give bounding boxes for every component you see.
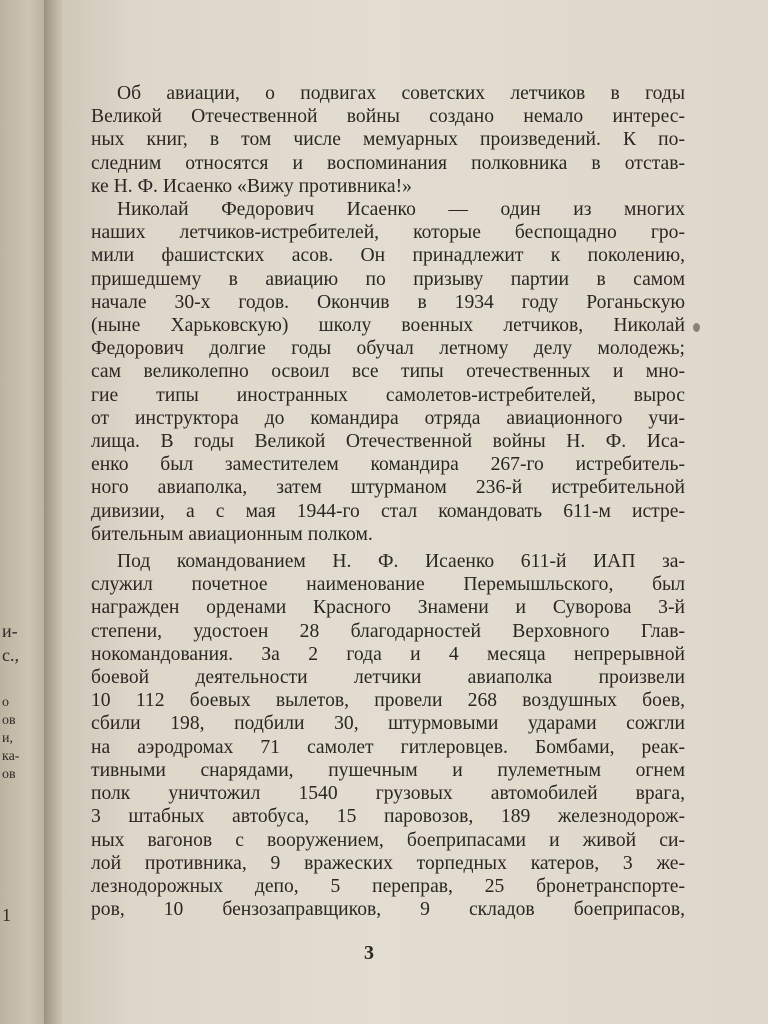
paragraph xyxy=(91,82,685,198)
left-page-fragment: и- xyxy=(2,621,18,641)
left-page-fragment: с., xyxy=(2,645,19,665)
text-line: пришедшему в авиацию по призыву партии в самом xyxy=(91,268,685,290)
text-line: Великой Отечественной войны создано немало интерес- xyxy=(91,106,685,128)
text-line: лища. В годы Великой Отечественной войны Н. Ф. Иса- xyxy=(91,431,685,453)
text-line: Федорович долгие годы обучал летному делу молодежь; xyxy=(91,338,685,360)
left-page-fragment: ка- xyxy=(2,749,20,764)
text-line: сбили 198, подбили 30, штурмовыми ударами сожгли xyxy=(91,713,685,735)
text-line: наших летчиков-истребителей, которые беспощадно гро- xyxy=(91,222,685,244)
text-line: бительным авиационным полком. xyxy=(91,523,373,545)
text-line: сам великолепно освоил все типы отечественных и мно- xyxy=(91,361,685,383)
left-page-fragment: и, xyxy=(2,731,13,746)
text-line: 10 112 боевых вылетов, провели 268 воздушных боев, xyxy=(91,690,685,712)
text-line: ных вагонов с вооружением, боеприпасами и живой си- xyxy=(91,829,685,851)
text-line: полк уничтожил 1540 грузовых автомобилей врага, xyxy=(91,783,685,805)
text-line: на аэродромах 71 самолет гитлеровцев. Бомбами, реак- xyxy=(91,736,685,758)
text-line: степени, удостоен 28 благодарностей Верховного Глав- xyxy=(91,620,685,642)
text-line: от инструктора до командира отряда авиационного учи- xyxy=(91,407,685,429)
text-line: лезнодорожных депо, 5 переправ, 25 бронетранспорте- xyxy=(91,875,685,897)
text-line: ных книг, в том числе мемуарных произведений. К по- xyxy=(91,129,685,151)
text-line: енко был заместителем командира 267-го истребитель- xyxy=(91,454,685,476)
text-line: Николай Федорович Исаенко — один из многих xyxy=(117,199,685,221)
text-line: нокомандования. За 2 года и 4 месяца непрерывной xyxy=(91,643,685,665)
text-line: 3 штабных автобуса, 15 паровозов, 189 железнодорож- xyxy=(91,806,685,828)
text-line: ров, 10 бензозаправщиков, 9 складов боеприпасов, xyxy=(91,899,685,921)
text-line: ке Н. Ф. Исаенко «Вижу противника!» xyxy=(91,175,412,197)
left-page-fragment: ов xyxy=(2,713,16,728)
paper-spot xyxy=(693,323,700,332)
text-line: боевой деятельности летчики авиаполка произвели xyxy=(91,667,685,689)
text-line: лой противника, 9 вражеских торпедных катеров, 3 же- xyxy=(91,852,685,874)
text-line: следним относятся и воспоминания полковника в отстав- xyxy=(91,152,685,174)
paragraph xyxy=(91,198,685,546)
text-line: (ныне Харьковскую) школу военных летчиков, Николай xyxy=(91,315,685,337)
text-line: Об авиации, о подвигах советских летчиков в годы xyxy=(117,83,685,104)
text-line: дивизии, а с мая 1944-го стал командовать 611-м истре- xyxy=(91,500,685,522)
text-line: тивными снарядами, пушечным и пулеметным огнем xyxy=(91,759,685,781)
left-page-fragment: 1 xyxy=(2,905,11,925)
left-page-fragment: ов xyxy=(2,767,16,782)
text-line: ного авиаполка, затем штурманом 236-й истребительной xyxy=(91,477,685,499)
paragraph xyxy=(91,550,685,921)
page-number: 3 xyxy=(364,942,374,964)
text-line: мили фашистских асов. Он принадлежит к поколению, xyxy=(91,245,685,267)
text-line: начале 30-х годов. Окончив в 1934 году Роганьскую xyxy=(91,291,685,313)
text-line: служил почетное наименование Перемышльского, был xyxy=(91,574,685,596)
page-body xyxy=(91,82,685,921)
text-line: Под командованием Н. Ф. Исаенко 611-й ИАП за- xyxy=(117,551,685,573)
text-line: гие типы иностранных самолетов-истребителей, вырос xyxy=(91,384,685,406)
text-line: награжден орденами Красного Знамени и Суворова 3-й xyxy=(91,597,685,619)
left-page-fragment: о xyxy=(2,695,9,710)
left-page-edge xyxy=(0,0,48,1024)
